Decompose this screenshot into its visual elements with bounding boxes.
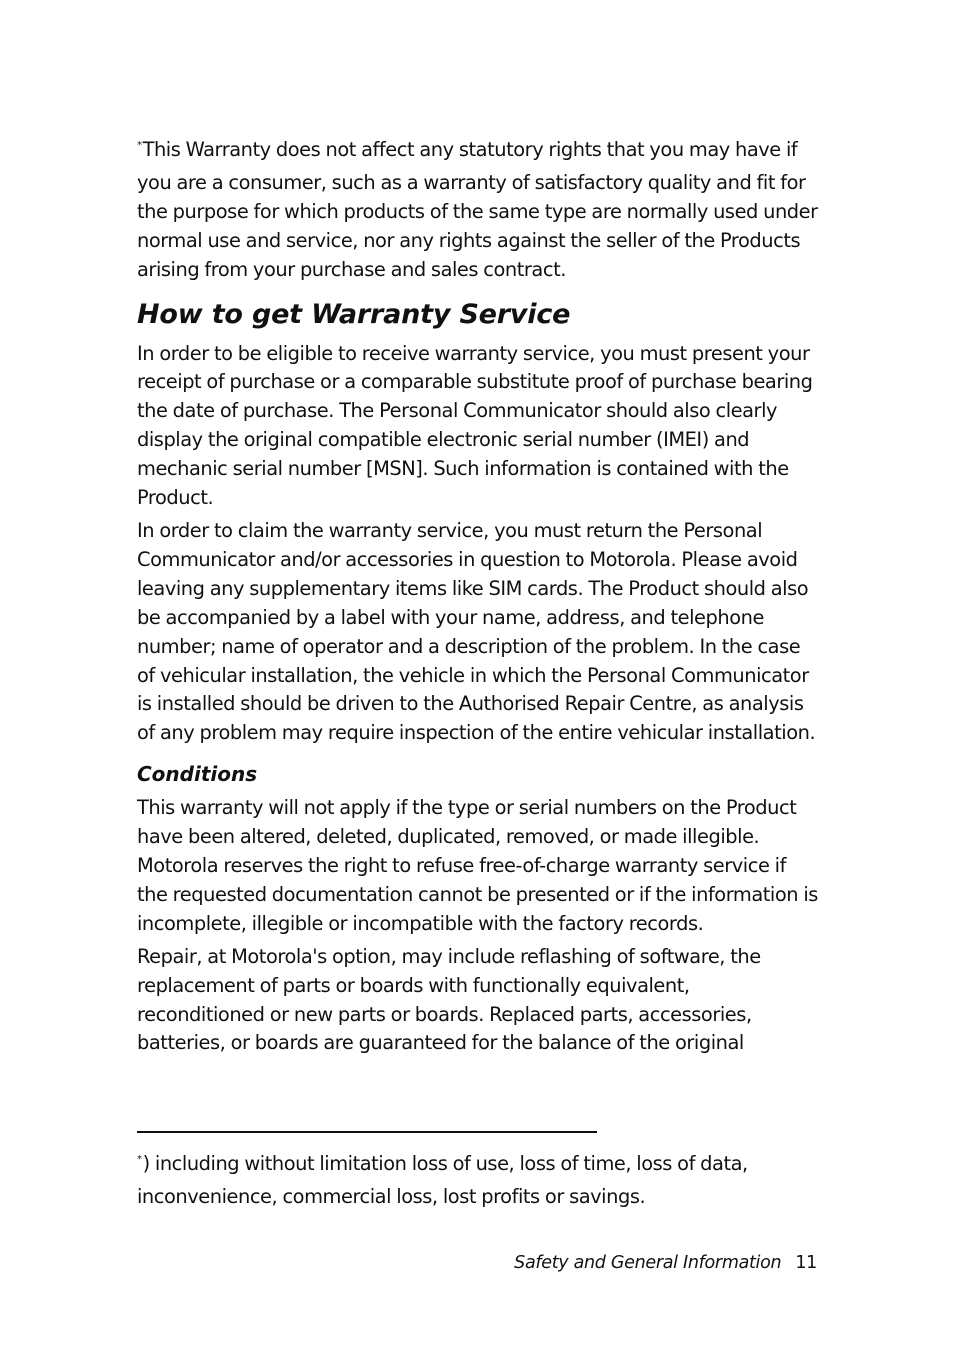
- page-footer: [514, 1250, 817, 1276]
- intro-paragraph: [137, 136, 821, 285]
- footnote-marker: *: [137, 1154, 142, 1165]
- conditions-paragraph-repair: Repair, at Motorola's option, may include reflashing of software, the replacement of parts or boards with functionally equivalent, reconditioned or new parts or boards. Replaced parts, accessories, batteries, or boards are guaranteed for the balance of the original: [137, 944, 761, 1055]
- footnote-divider: [137, 1131, 597, 1133]
- footnote: [137, 1150, 821, 1212]
- intro-text: This Warranty does not affect any statutory rights that you may have if you are a consumer, such as a warranty of satisfactory quality and fit for the purpose for which products of the same type are normally used under normal use and service, nor any rights against the seller of the Products arising from your purchase and sales contract.: [137, 138, 818, 281]
- footnote-paragraph: [137, 1150, 821, 1212]
- footnote-text: ) including without limitation loss of use, loss of time, loss of data, inconvenience, commercial loss, lost profits or savings.: [137, 1152, 748, 1208]
- section-paragraph-eligibility: In order to be eligible to receive warranty service, you must present your receipt of purchase or a comparable substitute proof of purchase bearing the date of purchase. The Personal Communicator should also clearly display the original compatible electronic serial number (IMEI) and mechanic serial number [MSN]. Such information is contained with the Product.: [137, 341, 813, 510]
- conditions-paragraph-exclusions: This warranty will not apply if the type or serial numbers on the Product have been altered, deleted, duplicated, removed, or made illegible. Motorola reserves the right to refuse free-of-charge warranty service if the requested documentation cannot be presented or if the information is incomplete, illegible or incompatible with the factory records.: [137, 796, 818, 935]
- page-number: 11: [795, 1253, 817, 1273]
- intro-footnote-marker: *: [137, 140, 142, 151]
- page-body: [137, 136, 821, 1058]
- section-heading: How to get Warranty Service: [137, 298, 571, 330]
- footer-title: Safety and General Information: [514, 1253, 782, 1273]
- conditions-heading: Conditions: [137, 762, 258, 787]
- section-paragraph-claim: In order to claim the warranty service, you must return the Personal Communicator and/or accessories in question to Motorola. Please avoid leaving any supplementary items like SIM cards. The Product should also be accompanied by a label with your name, address, and telephone number; name of operator and a description of the problem. In the case of vehicular installation, the vehicle in which the Personal Communicator is installed should be driven to the Authorised Repair Centre, as analysis of any problem may require inspection of the entire vehicular installation.: [137, 518, 816, 745]
